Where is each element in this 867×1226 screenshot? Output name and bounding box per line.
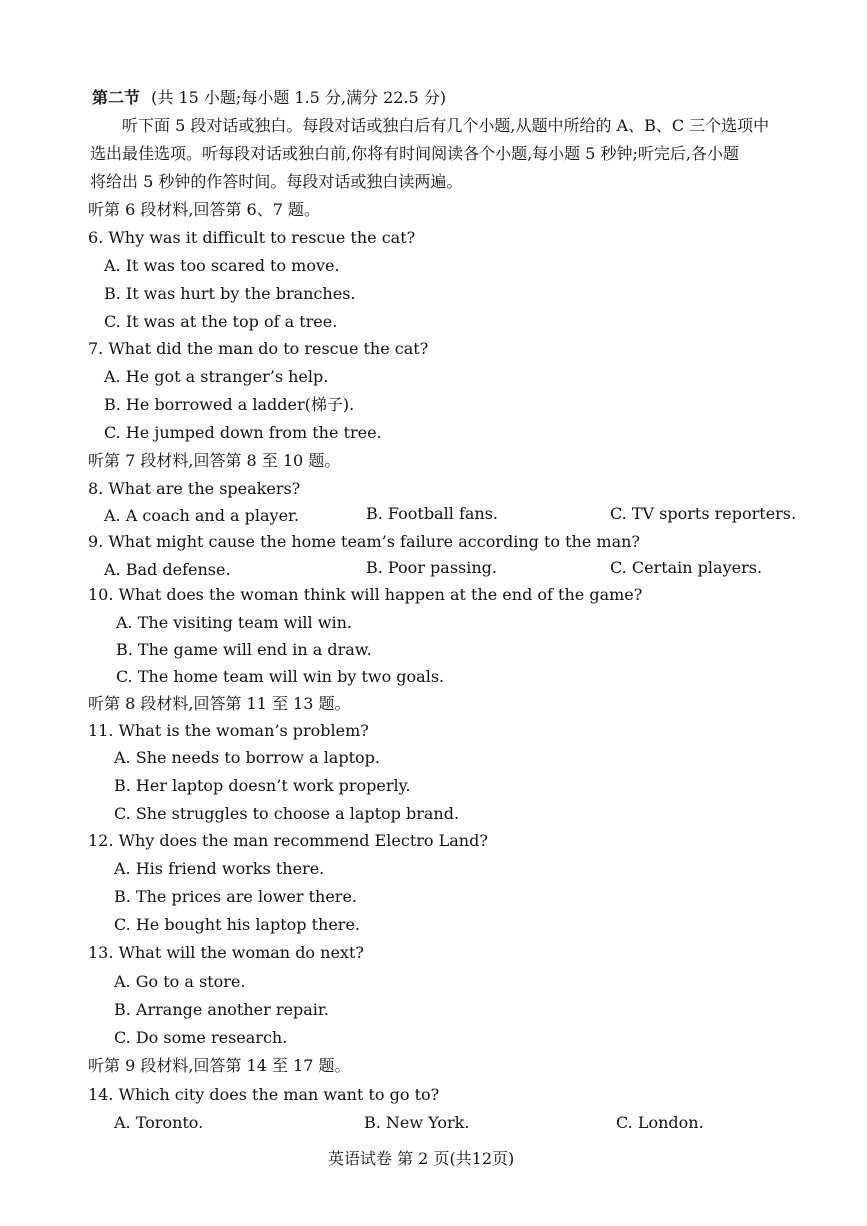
question-option: B. New York. [364,1113,470,1132]
question-stem: 9. What might cause the home team’s failure according to the man? [88,532,640,551]
question-stem: 8. What are the speakers? [88,479,301,498]
question-option: A. She needs to borrow a laptop. [114,748,380,767]
group-heading: 听第 8 段材料,回答第 11 至 13 题。 [88,694,351,713]
question-stem: 11. What is the woman’s problem? [88,721,369,740]
question-stem: 7. What did the man do to rescue the cat? [88,339,429,358]
question-stem: 13. What will the woman do next? [88,943,364,962]
question-option: B. Her laptop doesn’t work properly. [114,776,411,795]
group-heading: 听第 9 段材料,回答第 14 至 17 题。 [88,1056,351,1075]
question-option: C. It was at the top of a tree. [104,312,338,331]
section-heading [92,88,446,108]
question-option: B. It was hurt by the branches. [104,284,356,303]
question-option: A. It was too scared to move. [104,256,340,275]
question-option: B. The game will end in a draw. [116,640,372,659]
question-option: B. He borrowed a ladder(梯子). [104,395,355,414]
question-option: C. London. [616,1113,704,1132]
question-option: B. Arrange another repair. [114,1000,329,1019]
group-heading: 听第 7 段材料,回答第 8 至 10 题。 [88,451,341,470]
group-heading: 听第 6 段材料,回答第 6、7 题。 [88,200,320,219]
question-option: C. He bought his laptop there. [114,915,361,934]
question-option: C. She struggles to choose a laptop brand. [114,804,460,823]
question-option: C. TV sports reporters. [610,504,797,523]
question-option: C. The home team will win by two goals. [116,667,445,686]
section-title: 第二节 [92,88,141,107]
question-stem: 10. What does the woman think will happen at the end of the game? [88,585,643,604]
question-option: A. Bad defense. [104,560,231,579]
page-footer: 英语试卷 第 2 页(共12页) [328,1149,515,1168]
question-option: A. He got a stranger’s help. [104,367,329,386]
instruction-line: 选出最佳选项。听每段对话或独白前,你将有时间阅读各个小题,每小题 5 秒钟;听完后,各小题 [90,144,740,163]
question-option: C. Do some research. [114,1028,288,1047]
question-option: B. Poor passing. [366,558,497,577]
section-note: (共 15 小题;每小题 1.5 分,满分 22.5 分) [151,88,447,107]
question-option: A. The visiting team will win. [116,613,352,632]
question-option: A. Go to a store. [114,972,246,991]
question-option: C. He jumped down from the tree. [104,423,382,442]
question-option: C. Certain players. [610,558,763,577]
instruction-line: 听下面 5 段对话或独白。每段对话或独白后有几个小题,从题中所给的 A、B、C 三个选项中 [122,116,770,135]
question-option: B. Football fans. [366,504,499,523]
instruction-line: 将给出 5 秒钟的作答时间。每段对话或独白读两遍。 [90,172,463,191]
question-stem: 6. Why was it difficult to rescue the cat? [88,228,416,247]
question-stem: 14. Which city does the man want to go to? [88,1085,440,1104]
question-option: A. His friend works there. [114,859,325,878]
question-option: A. Toronto. [114,1113,204,1132]
question-stem: 12. Why does the man recommend Electro Land? [88,831,488,850]
question-option: A. A coach and a player. [104,506,300,525]
question-option: B. The prices are lower there. [114,887,357,906]
